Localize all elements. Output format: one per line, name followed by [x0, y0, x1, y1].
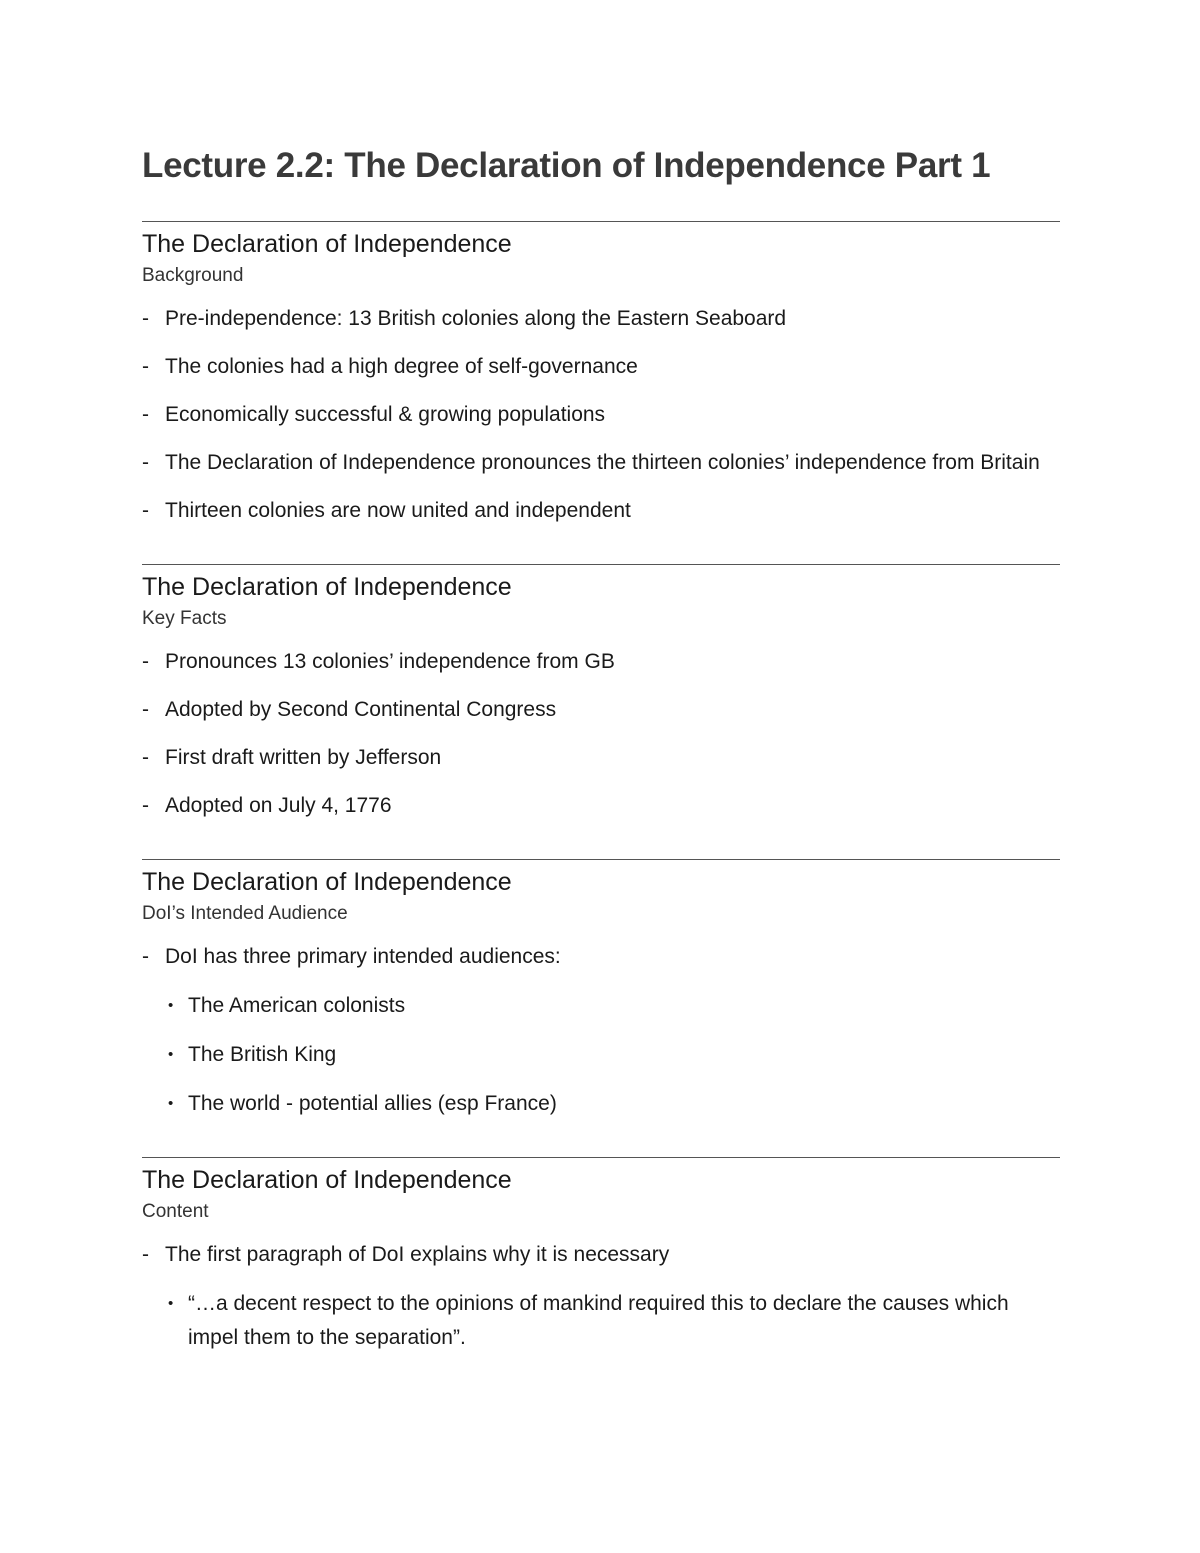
list-item: - Adopted by Second Continental Congress: [142, 693, 1060, 727]
bullet-list: [142, 645, 1060, 823]
dash-bullet-icon: -: [142, 650, 149, 673]
dash-bullet-icon: -: [142, 945, 149, 968]
sub-list-item: • The American colonists: [142, 989, 1060, 1023]
dash-bullet-icon: -: [142, 355, 149, 378]
list-item: - First draft written by Jefferson: [142, 741, 1060, 775]
list-item: - DoI has three primary intended audiences:: [142, 940, 1060, 974]
section-intended-audience: [142, 859, 1060, 1121]
dash-bullet-icon: -: [142, 698, 149, 721]
list-item: - Pre-independence: 13 British colonies along the Eastern Seaboard: [142, 302, 1060, 336]
dot-bullet-icon: •: [168, 1095, 174, 1112]
dash-bullet-icon: -: [142, 499, 149, 522]
sub-bullet-list: [142, 989, 1060, 1121]
section-subheading: Key Facts: [142, 608, 227, 629]
sub-list-item: • The world - potential allies (esp France): [142, 1087, 1060, 1121]
section-heading: The Declaration of Independence: [142, 573, 512, 601]
list-item: - Pronounces 13 colonies’ independence from GB: [142, 645, 1060, 679]
section-divider: [142, 564, 1060, 565]
section-heading: The Declaration of Independence: [142, 1166, 512, 1194]
dash-bullet-icon: -: [142, 307, 149, 330]
dash-bullet-icon: -: [142, 403, 149, 426]
list-item: - Economically successful & growing populations: [142, 398, 1060, 432]
section-key-facts: [142, 564, 1060, 823]
bullet-list: [142, 302, 1060, 528]
section-divider: [142, 859, 1060, 860]
dot-bullet-icon: •: [168, 1295, 174, 1312]
section-background: [142, 221, 1060, 528]
list-item: - The first paragraph of DoI explains why it is necessary: [142, 1238, 1060, 1272]
section-heading: The Declaration of Independence: [142, 230, 512, 258]
document-title: Lecture 2.2: The Declaration of Independence Part 1: [142, 146, 991, 185]
section-subheading: Content: [142, 1201, 209, 1222]
dash-bullet-icon: -: [142, 1243, 149, 1266]
dot-bullet-icon: •: [168, 1046, 174, 1063]
list-item: - The colonies had a high degree of self-governance: [142, 350, 1060, 384]
dash-bullet-icon: -: [142, 794, 149, 817]
dash-bullet-icon: -: [142, 451, 149, 474]
dot-bullet-icon: •: [168, 997, 174, 1014]
sub-bullet-list: [142, 1287, 1060, 1355]
section-content: [142, 1157, 1060, 1355]
section-subheading: DoI’s Intended Audience: [142, 903, 348, 924]
section-divider: [142, 1157, 1060, 1158]
dash-bullet-icon: -: [142, 746, 149, 769]
sub-list-item: • “…a decent respect to the opinions of mankind required this to declare the causes which impel them to the separation”.: [142, 1287, 1060, 1355]
list-item: - Thirteen colonies are now united and independent: [142, 494, 1060, 528]
section-divider: [142, 221, 1060, 222]
bullet-list: [142, 940, 1060, 974]
section-heading: The Declaration of Independence: [142, 868, 512, 896]
document-page: [142, 138, 1060, 1355]
list-item: - The Declaration of Independence pronounces the thirteen colonies’ independence from Britain: [142, 446, 1060, 480]
sub-list-item: • The British King: [142, 1038, 1060, 1072]
section-subheading: Background: [142, 265, 244, 286]
list-item: - Adopted on July 4, 1776: [142, 789, 1060, 823]
bullet-list: [142, 1238, 1060, 1272]
